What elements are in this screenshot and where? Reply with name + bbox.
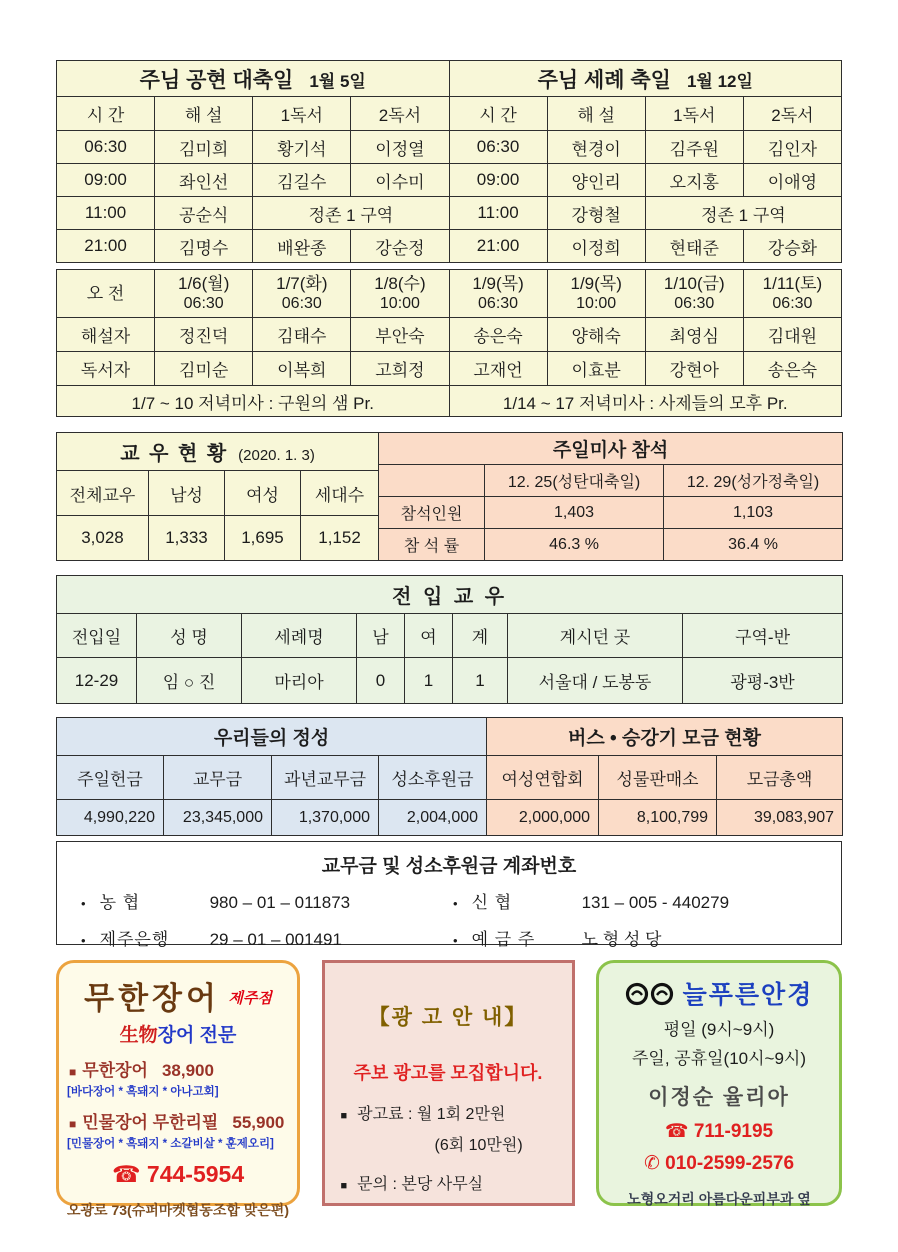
eel-menu-item: [59, 1108, 297, 1133]
offerings-title: 우리들의 정성: [57, 718, 487, 756]
cell: 배완종: [253, 230, 351, 263]
optician-phone-row: [599, 1120, 839, 1143]
eel-subtitle-hanja: 生物: [119, 1025, 158, 1046]
attendance-value: 1,103: [664, 497, 843, 529]
eel-menu-desc: [바다장어 * 흑돼지 * 아나고회]: [67, 1086, 219, 1098]
cell: 송은숙: [743, 352, 841, 386]
cell: 0: [357, 658, 405, 704]
optician-owner: 이정순 율리아: [648, 1086, 790, 1109]
attendance-title: 주일미사 참석: [379, 433, 843, 465]
bullet-icon: •: [81, 896, 86, 911]
cell: 06:30: [57, 131, 155, 164]
amount: 23,345,000: [164, 800, 272, 836]
cell: 서울대 / 도봉동: [508, 658, 683, 704]
amount: 2,000,000: [487, 800, 599, 836]
cell: 이애영: [743, 164, 841, 197]
cell: 좌인선: [155, 164, 253, 197]
ad-eel-restaurant: [56, 960, 300, 1218]
day-date: 1/7(화): [276, 273, 328, 293]
cell: 정존 1 구역: [253, 197, 449, 230]
glasses-icon: [625, 979, 677, 1007]
col-header: 여: [405, 614, 453, 658]
cell: 12-29: [57, 658, 137, 704]
epiphany-title: [57, 61, 450, 97]
cell: 송은숙: [449, 318, 547, 352]
cell: 이정희: [547, 230, 645, 263]
account-grid: [57, 878, 841, 950]
cell: 현태준: [645, 230, 743, 263]
menu-name: 민물장어 무한리필: [82, 1113, 219, 1132]
col-header: 세례명: [242, 614, 357, 658]
eel-subtitle: [59, 1020, 297, 1047]
attendance-value: 46.3 %: [485, 529, 664, 561]
cell: 09:00: [449, 164, 547, 197]
notice-line: [325, 1171, 572, 1194]
notice-line: [325, 1101, 572, 1124]
cell: 09:00: [57, 164, 155, 197]
evening-mass-note-left: 1/7 ~ 10 저녁미사 : 구원의 샘 Pr.: [57, 386, 450, 417]
eel-phone-row: [59, 1161, 297, 1188]
cell: 이수미: [351, 164, 449, 197]
col-header: 1독서: [645, 97, 743, 131]
eel-branch-name: 제주점: [228, 990, 272, 1007]
account-item: [81, 888, 453, 913]
attendance-value: 36.4 %: [664, 529, 843, 561]
notice-title: 【광 고 안 내】: [368, 1006, 528, 1029]
row-label: 독서자: [57, 352, 155, 386]
optician-mobile-number: 010-2599-2576: [665, 1153, 795, 1174]
day-date: 1/10(금): [663, 273, 725, 293]
cell: 공순식: [155, 197, 253, 230]
cell: 강형철: [547, 197, 645, 230]
account-label: 제주은행: [99, 930, 170, 949]
cell: 정존 1 구역: [645, 197, 841, 230]
account-number: 980 – 01 – 011873: [209, 893, 351, 912]
col-header: 여성: [225, 471, 301, 516]
cell: 정진덕: [155, 318, 253, 352]
fund-title: 버스 • 승강기 모금 현황: [487, 718, 843, 756]
cell: 김주원: [645, 131, 743, 164]
amount: 8,100,799: [599, 800, 717, 836]
day-header: [155, 270, 253, 318]
cell: 오지홍: [645, 164, 743, 197]
stat-value: 1,695: [225, 516, 301, 561]
account-box: [56, 841, 842, 949]
col-header: 교무금: [164, 756, 272, 800]
menu-price: 55,900: [232, 1113, 285, 1132]
cell: 김태수: [253, 318, 351, 352]
baptism-title-text: 주님 세례 축일: [537, 68, 671, 92]
day-header: [743, 270, 841, 318]
cell: 06:30: [449, 131, 547, 164]
cell: 김대원: [743, 318, 841, 352]
cell: 김길수: [253, 164, 351, 197]
eel-phone-number: 744-5954: [146, 1161, 245, 1187]
bullet-icon: •: [81, 933, 86, 948]
col-header: 과년교무금: [272, 756, 379, 800]
col-header: 여성연합회: [487, 756, 599, 800]
ads-row: [56, 960, 842, 1218]
amount: 1,370,000: [272, 800, 379, 836]
offerings-row: [56, 717, 842, 836]
amount: 39,083,907: [717, 800, 843, 836]
col-header: 해 설: [155, 97, 253, 131]
spacer-cell: [379, 465, 485, 497]
col-header: 전체교우: [57, 471, 149, 516]
attendance-value: 1,403: [485, 497, 664, 529]
cell: 강현아: [645, 352, 743, 386]
day-header: [449, 270, 547, 318]
amount: 4,990,220: [57, 800, 164, 836]
evening-mass-note-right: 1/14 ~ 17 저녁미사 : 사제들의 모후 Pr.: [449, 386, 842, 417]
notice-headline: 주보 광고를 모집합니다.: [353, 1063, 543, 1083]
eel-menu-desc: [민물장어 * 흑돼지 * 소갈비살 * 훈제오리]: [67, 1138, 274, 1150]
cell: 양해숙: [547, 318, 645, 352]
phone-icon: ☎: [664, 1121, 689, 1142]
eel-address: 오광로 73(슈퍼마켓협동조합 맞은편): [66, 1202, 289, 1218]
cell: 11:00: [57, 197, 155, 230]
optician-title-row: [599, 975, 839, 1011]
eel-title-row: [59, 973, 297, 1018]
account-label: 농 협: [99, 893, 141, 912]
cell: 황기석: [253, 131, 351, 164]
stat-value: 1,152: [301, 516, 379, 561]
sunday-mass-table: [56, 60, 842, 263]
transfer-table: [56, 575, 843, 704]
ad-notice: [322, 960, 575, 1206]
notice-line-continuation: (6회 10만원): [434, 1137, 523, 1154]
col-header: 남: [357, 614, 405, 658]
col-header: 세대수: [301, 471, 379, 516]
account-label: 예 금 주: [471, 930, 536, 949]
square-bullet-icon: ■: [340, 1110, 348, 1122]
cell: 고희정: [351, 352, 449, 386]
parish-stats-table: [56, 432, 379, 561]
cell: 김미순: [155, 352, 253, 386]
stat-value: 1,333: [149, 516, 225, 561]
ad-optician: [596, 960, 842, 1206]
cell: 광평-3반: [683, 658, 843, 704]
cell: 김명수: [155, 230, 253, 263]
row-label: 해설자: [57, 318, 155, 352]
optician-location: 노형오거리 아름다운피부과 옆: [627, 1191, 811, 1207]
cell: 1: [453, 658, 508, 704]
cell: 이정열: [351, 131, 449, 164]
bullet-icon: •: [453, 896, 458, 911]
square-bullet-icon: ■: [340, 1180, 348, 1192]
optician-phone-number: 711-9195: [693, 1121, 774, 1142]
stat-value: 3,028: [57, 516, 149, 561]
account-label: 신 협: [471, 893, 513, 912]
bullet-icon: •: [453, 933, 458, 948]
day-date: 1/9(목): [472, 273, 524, 293]
account-item: [81, 925, 453, 950]
account-item: [453, 925, 825, 950]
col-header: 주일헌금: [57, 756, 164, 800]
baptism-title: [449, 61, 842, 97]
attendance-col-header: 12. 29(성가정축일): [664, 465, 843, 497]
cell: 마리아: [242, 658, 357, 704]
cell: 강순정: [351, 230, 449, 263]
attendance-col-header: 12. 25(성탄대축일): [485, 465, 664, 497]
eel-menu-item: [59, 1056, 297, 1081]
stats-as-of: (2020. 1. 3): [238, 447, 315, 464]
notice-line-text: 광고료 : 월 1회 2만원: [357, 1106, 506, 1123]
fund-table: [486, 717, 843, 836]
stats-title: 교 우 현 황: [120, 443, 229, 465]
cell: 김인자: [743, 131, 841, 164]
day-header: [547, 270, 645, 318]
cell: 강승화: [743, 230, 841, 263]
cell: 현경이: [547, 131, 645, 164]
offerings-table: [56, 717, 487, 836]
col-header: 전입일: [57, 614, 137, 658]
day-time: 06:30: [772, 295, 813, 313]
col-header: 해 설: [547, 97, 645, 131]
cell: 이효분: [547, 352, 645, 386]
col-header: 성물판매소: [599, 756, 717, 800]
day-header: [645, 270, 743, 318]
eel-subtitle-text: 장어 전문: [157, 1025, 237, 1046]
day-time: 10:00: [576, 295, 617, 313]
cell: 1: [405, 658, 453, 704]
menu-price: 38,900: [161, 1061, 214, 1080]
cell: 21:00: [449, 230, 547, 263]
col-header: 성소후원금: [379, 756, 487, 800]
col-header: 계: [453, 614, 508, 658]
col-header: 2독서: [743, 97, 841, 131]
amount: 2,004,000: [379, 800, 487, 836]
row-label: 참 석 률: [379, 529, 485, 561]
cell: 김미희: [155, 131, 253, 164]
cell: 양인리: [547, 164, 645, 197]
cell: 부안숙: [351, 318, 449, 352]
epiphany-date: 1월 5일: [309, 71, 366, 91]
account-number: 29 – 01 – 001491: [209, 930, 342, 949]
day-time: 06:30: [674, 295, 715, 313]
day-time: 10:00: [379, 295, 420, 313]
cell: 21:00: [57, 230, 155, 263]
col-header: 남성: [149, 471, 225, 516]
account-number: 131 – 005 - 440279: [581, 893, 730, 912]
col-header: 2독서: [351, 97, 449, 131]
col-header: 시 간: [57, 97, 155, 131]
square-bullet-icon: ■: [69, 1117, 77, 1131]
optician-mobile-row: [599, 1152, 839, 1175]
account-item: [453, 888, 825, 913]
day-header: [351, 270, 449, 318]
row-label: 참석인원: [379, 497, 485, 529]
day-date: 1/6(월): [177, 273, 230, 293]
optician-hours-holiday: 주일, 공휴일(10시~9시): [631, 1049, 806, 1068]
cell: 최영심: [645, 318, 743, 352]
weekday-mass-table: [56, 269, 842, 417]
day-time: 06:30: [183, 295, 224, 313]
cell: 11:00: [449, 197, 547, 230]
col-header: 1독서: [253, 97, 351, 131]
optician-name: 늘푸른안경: [682, 981, 814, 1009]
attendance-table: [378, 432, 843, 561]
col-header: 시 간: [449, 97, 547, 131]
day-date: 1/11(토): [762, 273, 823, 293]
day-time: 06:30: [478, 295, 519, 313]
phone-icon: ☎: [111, 1161, 141, 1187]
col-header: 계시던 곳: [508, 614, 683, 658]
transfer-title: 전 입 교 우: [57, 576, 843, 614]
stats-attendance-row: [56, 432, 842, 561]
cell: 임 ○ 진: [137, 658, 242, 704]
eel-restaurant-name: 무한장어: [84, 981, 220, 1016]
day-header: [253, 270, 351, 318]
square-bullet-icon: ■: [69, 1065, 77, 1079]
col-header: 구역-반: [683, 614, 843, 658]
stats-title-cell: [57, 433, 379, 471]
day-date: 1/8(수): [374, 273, 426, 293]
day-time: 06:30: [281, 295, 322, 313]
col-header: 성 명: [137, 614, 242, 658]
cell: 이복희: [253, 352, 351, 386]
col-header: 모금총액: [717, 756, 843, 800]
notice-line-text: 문의 : 본당 사무실: [357, 1176, 484, 1193]
day-date: 1/9(목): [570, 273, 622, 293]
epiphany-title-text: 주님 공현 대축일: [139, 68, 294, 92]
corner-label: 오 전: [57, 270, 155, 318]
account-title: 교무금 및 성소후원금 계좌번호: [321, 856, 577, 877]
baptism-date: 1월 12일: [686, 71, 753, 91]
mobile-phone-icon: ✆: [643, 1153, 660, 1174]
account-holder: 노 형 성 당: [581, 930, 662, 949]
optician-hours-weekday: 평일 (9시~9시): [663, 1020, 775, 1039]
menu-name: 무한장어: [82, 1061, 148, 1080]
cell: 고재언: [449, 352, 547, 386]
